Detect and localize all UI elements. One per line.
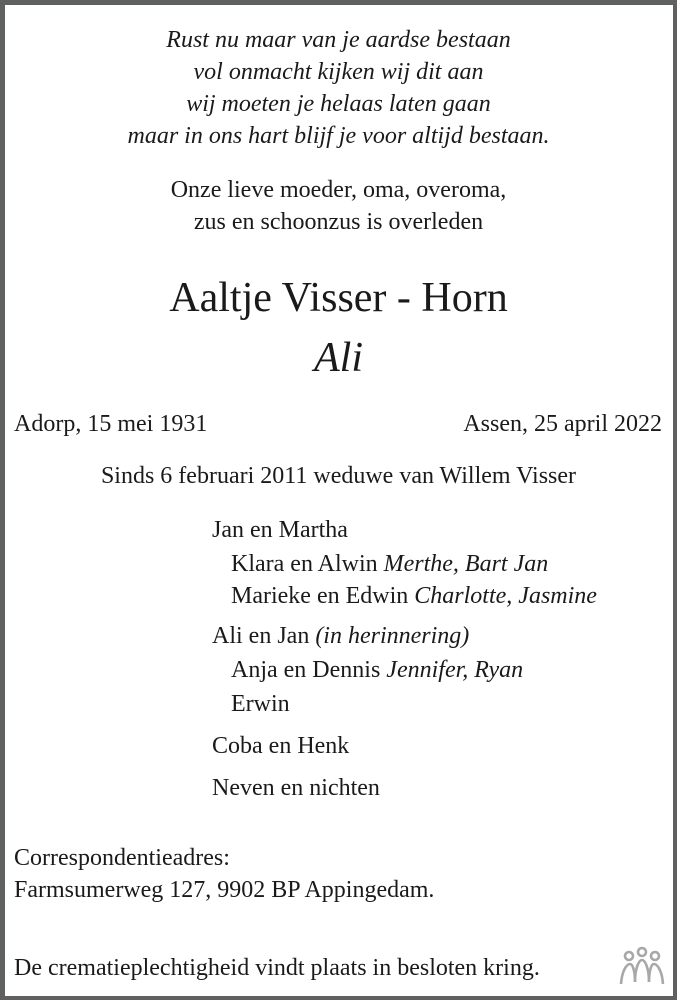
people-group-icon <box>618 946 666 986</box>
family-line <box>231 582 597 610</box>
family-line <box>212 622 469 650</box>
family-names: Ali en Jan <box>212 623 310 649</box>
family-note: (in herinnering) <box>315 623 470 649</box>
family-names: Marieke en Edwin <box>231 583 409 609</box>
closing-line: De crematieplechtigheid vindt plaats in besloten kring. <box>14 955 540 981</box>
family-line <box>231 550 548 578</box>
family-line <box>231 656 523 684</box>
family-children: Charlotte, Jasmine <box>414 583 597 609</box>
birth-info: Adorp, 15 mei 1931 <box>14 411 208 437</box>
intro-line: zus en schoonzus is overleden <box>193 209 484 235</box>
family-names: Neven en nichten <box>212 775 380 801</box>
poem-text: wij moeten je helaas laten gaan <box>186 91 491 117</box>
poem-text: vol onmacht kijken wij dit aan <box>193 59 484 85</box>
poem-line <box>0 58 677 86</box>
poem-text: Rust nu maar van je aardse bestaan <box>166 27 511 53</box>
deceased-name: Aaltje Visser - Horn <box>169 275 508 321</box>
family-line <box>212 732 349 760</box>
death-info: Assen, 25 april 2022 <box>463 411 662 437</box>
family-names: Erwin <box>231 691 290 717</box>
family-children: Merthe, Bart Jan <box>383 551 549 577</box>
family-line <box>212 774 380 802</box>
family-names: Anja en Dennis <box>231 657 381 683</box>
poem-text: maar in ons hart blijf je voor altijd bestaan. <box>127 123 550 149</box>
family-names: Jan en Martha <box>212 517 348 543</box>
family-line <box>212 516 348 544</box>
nickname <box>0 334 677 382</box>
correspondence-label: Correspondentieadres: <box>14 845 230 871</box>
poem-line <box>0 122 677 150</box>
correspondence-address: Farmsumerweg 127, 9902 BP Appingedam. <box>14 877 435 903</box>
family-names: Klara en Alwin <box>231 551 378 577</box>
family-line <box>231 690 290 718</box>
family-children: Jennifer, Ryan <box>386 657 524 683</box>
intro-line: Onze lieve moeder, oma, overoma, <box>170 177 507 203</box>
family-names: Coba en Henk <box>212 733 350 759</box>
widow-line: Sinds 6 februari 2011 weduwe van Willem Visser <box>100 463 577 489</box>
nickname-text: Ali <box>314 335 363 381</box>
poem-line <box>0 26 677 54</box>
poem-line <box>0 90 677 118</box>
